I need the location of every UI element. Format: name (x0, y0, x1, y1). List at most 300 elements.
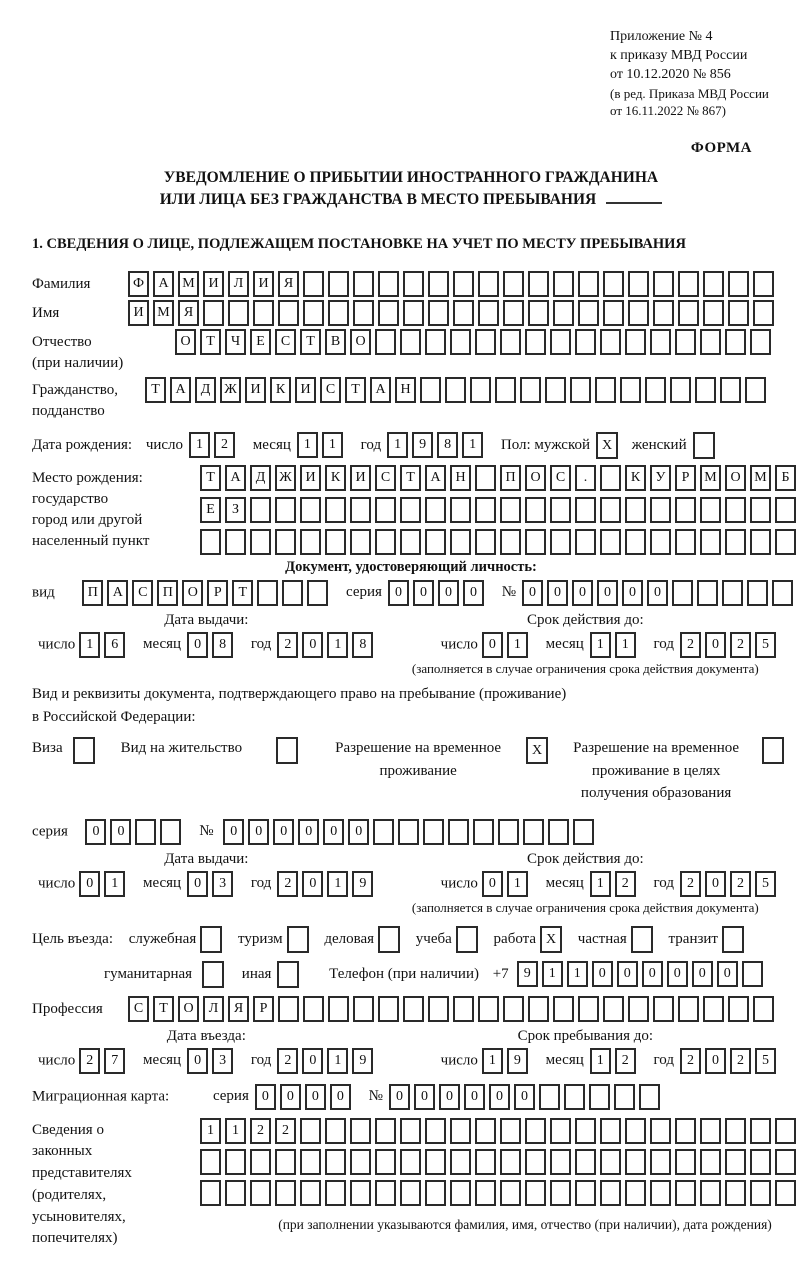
form-cell[interactable] (420, 377, 441, 403)
form-cell[interactable]: П (500, 465, 521, 491)
form-cell[interactable] (325, 1149, 346, 1175)
form-cell[interactable] (300, 529, 321, 555)
form-cell[interactable] (725, 1149, 746, 1175)
form-cell[interactable] (200, 529, 221, 555)
form-cell[interactable] (625, 497, 646, 523)
form-cell[interactable] (350, 529, 371, 555)
form-cell[interactable]: 1 (542, 961, 563, 987)
form-cell[interactable]: К (625, 465, 646, 491)
form-cell[interactable] (328, 996, 349, 1022)
form-cell[interactable] (450, 1180, 471, 1206)
form-cell[interactable]: 1 (200, 1118, 221, 1144)
form-cell[interactable]: 5 (755, 871, 776, 897)
form-cell[interactable] (600, 1180, 621, 1206)
form-cell[interactable]: 0 (302, 871, 323, 897)
form-cell[interactable] (473, 819, 494, 845)
form-cell[interactable]: 1 (615, 632, 636, 658)
visa-checkbox[interactable] (73, 737, 95, 764)
form-cell[interactable]: М (700, 465, 721, 491)
purpose-work-checkbox[interactable]: X (540, 926, 562, 953)
form-cell[interactable] (753, 300, 774, 326)
form-cell[interactable] (625, 1118, 646, 1144)
purpose-other-checkbox[interactable] (277, 961, 299, 988)
form-cell[interactable] (697, 580, 718, 606)
purpose-tourism-checkbox[interactable] (287, 926, 309, 953)
form-cell[interactable] (328, 271, 349, 297)
form-cell[interactable] (650, 1180, 671, 1206)
form-cell[interactable]: М (178, 271, 199, 297)
form-cell[interactable] (500, 529, 521, 555)
form-cell[interactable]: 2 (214, 432, 235, 458)
form-cell[interactable] (745, 377, 766, 403)
form-cell[interactable] (675, 329, 696, 355)
form-cell[interactable]: Т (200, 329, 221, 355)
form-cell[interactable] (378, 300, 399, 326)
form-cell[interactable]: Ж (220, 377, 241, 403)
form-cell[interactable] (520, 377, 541, 403)
form-cell[interactable]: 0 (482, 632, 503, 658)
form-cell[interactable] (453, 271, 474, 297)
purpose-study-checkbox[interactable] (456, 926, 478, 953)
form-cell[interactable] (500, 1118, 521, 1144)
form-cell[interactable] (475, 1118, 496, 1144)
form-cell[interactable]: И (245, 377, 266, 403)
form-cell[interactable]: 1 (225, 1118, 246, 1144)
form-cell[interactable] (398, 819, 419, 845)
form-cell[interactable]: М (153, 300, 174, 326)
form-cell[interactable] (425, 1149, 446, 1175)
form-cell[interactable] (475, 497, 496, 523)
form-cell[interactable] (650, 1118, 671, 1144)
form-cell[interactable] (525, 1149, 546, 1175)
form-cell[interactable] (400, 329, 421, 355)
form-cell[interactable]: Т (145, 377, 166, 403)
form-cell[interactable] (225, 1180, 246, 1206)
form-cell[interactable]: 8 (212, 632, 233, 658)
form-cell[interactable] (503, 996, 524, 1022)
form-cell[interactable]: 1 (387, 432, 408, 458)
purpose-humanitarian-checkbox[interactable] (202, 961, 224, 988)
form-cell[interactable]: 2 (277, 871, 298, 897)
form-cell[interactable]: 9 (517, 961, 538, 987)
form-cell[interactable] (570, 377, 591, 403)
form-cell[interactable]: Д (195, 377, 216, 403)
form-cell[interactable] (775, 1118, 796, 1144)
form-cell[interactable]: Н (395, 377, 416, 403)
form-cell[interactable] (325, 1180, 346, 1206)
form-cell[interactable] (500, 1180, 521, 1206)
form-cell[interactable]: О (725, 465, 746, 491)
form-cell[interactable] (775, 529, 796, 555)
form-cell[interactable] (650, 497, 671, 523)
form-cell[interactable]: 5 (755, 1048, 776, 1074)
temp-residence-checkbox[interactable]: X (526, 737, 548, 764)
form-cell[interactable] (495, 377, 516, 403)
form-cell[interactable]: 1 (104, 871, 125, 897)
form-cell[interactable]: О (175, 329, 196, 355)
form-cell[interactable] (678, 271, 699, 297)
form-cell[interactable] (325, 1118, 346, 1144)
form-cell[interactable] (500, 497, 521, 523)
form-cell[interactable]: 6 (104, 632, 125, 658)
form-cell[interactable] (225, 1149, 246, 1175)
purpose-private-checkbox[interactable] (631, 926, 653, 953)
form-cell[interactable] (200, 1149, 221, 1175)
form-cell[interactable]: 0 (522, 580, 543, 606)
form-cell[interactable] (625, 1149, 646, 1175)
form-cell[interactable]: О (525, 465, 546, 491)
form-cell[interactable] (373, 819, 394, 845)
form-cell[interactable] (600, 1149, 621, 1175)
form-cell[interactable] (675, 1180, 696, 1206)
form-cell[interactable] (500, 329, 521, 355)
form-cell[interactable] (300, 497, 321, 523)
form-cell[interactable]: А (425, 465, 446, 491)
form-cell[interactable] (553, 996, 574, 1022)
form-cell[interactable] (250, 497, 271, 523)
form-cell[interactable]: 2 (680, 632, 701, 658)
form-cell[interactable] (728, 300, 749, 326)
form-cell[interactable]: 0 (514, 1084, 535, 1110)
form-cell[interactable] (639, 1084, 660, 1110)
form-cell[interactable]: 0 (617, 961, 638, 987)
form-cell[interactable] (603, 996, 624, 1022)
form-cell[interactable]: 0 (389, 1084, 410, 1110)
form-cell[interactable] (725, 529, 746, 555)
form-cell[interactable]: П (157, 580, 178, 606)
form-cell[interactable] (160, 819, 181, 845)
form-cell[interactable]: Я (178, 300, 199, 326)
form-cell[interactable]: 0 (692, 961, 713, 987)
form-cell[interactable] (375, 1149, 396, 1175)
form-cell[interactable] (378, 996, 399, 1022)
form-cell[interactable]: Ж (275, 465, 296, 491)
form-cell[interactable] (603, 271, 624, 297)
form-cell[interactable] (703, 300, 724, 326)
form-cell[interactable] (600, 497, 621, 523)
form-cell[interactable]: Я (228, 996, 249, 1022)
form-cell[interactable] (675, 497, 696, 523)
form-cell[interactable] (695, 377, 716, 403)
form-cell[interactable] (578, 300, 599, 326)
form-cell[interactable] (203, 300, 224, 326)
form-cell[interactable]: 0 (482, 871, 503, 897)
form-cell[interactable]: 0 (464, 1084, 485, 1110)
form-cell[interactable]: 0 (187, 632, 208, 658)
form-cell[interactable]: 0 (717, 961, 738, 987)
form-cell[interactable]: М (750, 465, 771, 491)
form-cell[interactable]: И (300, 465, 321, 491)
form-cell[interactable] (672, 580, 693, 606)
form-cell[interactable]: 2 (680, 871, 701, 897)
form-cell[interactable] (775, 1149, 796, 1175)
form-cell[interactable] (300, 1149, 321, 1175)
form-cell[interactable] (523, 819, 544, 845)
form-cell[interactable]: 2 (79, 1048, 100, 1074)
form-cell[interactable] (275, 497, 296, 523)
form-cell[interactable]: 0 (255, 1084, 276, 1110)
form-cell[interactable]: Б (775, 465, 796, 491)
form-cell[interactable] (350, 1149, 371, 1175)
form-cell[interactable] (578, 996, 599, 1022)
form-cell[interactable] (453, 996, 474, 1022)
form-cell[interactable] (453, 300, 474, 326)
form-cell[interactable] (628, 271, 649, 297)
form-cell[interactable]: 1 (507, 871, 528, 897)
form-cell[interactable] (478, 271, 499, 297)
form-cell[interactable]: 0 (705, 1048, 726, 1074)
form-cell[interactable] (747, 580, 768, 606)
form-cell[interactable] (475, 329, 496, 355)
form-cell[interactable]: 2 (277, 632, 298, 658)
form-cell[interactable] (675, 1118, 696, 1144)
form-cell[interactable]: А (170, 377, 191, 403)
form-cell[interactable] (650, 329, 671, 355)
form-cell[interactable] (325, 497, 346, 523)
form-cell[interactable]: С (375, 465, 396, 491)
form-cell[interactable] (350, 497, 371, 523)
form-cell[interactable] (503, 271, 524, 297)
form-cell[interactable]: 0 (705, 632, 726, 658)
form-cell[interactable] (675, 529, 696, 555)
form-cell[interactable] (375, 329, 396, 355)
form-cell[interactable] (282, 580, 303, 606)
form-cell[interactable]: О (178, 996, 199, 1022)
form-cell[interactable] (300, 1118, 321, 1144)
form-cell[interactable] (550, 497, 571, 523)
form-cell[interactable] (375, 529, 396, 555)
form-cell[interactable] (703, 271, 724, 297)
form-cell[interactable]: 1 (322, 432, 343, 458)
form-cell[interactable] (675, 1149, 696, 1175)
form-cell[interactable] (478, 996, 499, 1022)
form-cell[interactable] (750, 1180, 771, 1206)
form-cell[interactable] (625, 529, 646, 555)
form-cell[interactable]: 1 (79, 632, 100, 658)
form-cell[interactable]: С (132, 580, 153, 606)
form-cell[interactable] (425, 329, 446, 355)
form-cell[interactable]: 0 (647, 580, 668, 606)
form-cell[interactable] (425, 529, 446, 555)
form-cell[interactable]: Ч (225, 329, 246, 355)
form-cell[interactable] (257, 580, 278, 606)
form-cell[interactable] (600, 1118, 621, 1144)
form-cell[interactable] (303, 996, 324, 1022)
form-cell[interactable]: 0 (439, 1084, 460, 1110)
form-cell[interactable] (275, 1180, 296, 1206)
form-cell[interactable] (589, 1084, 610, 1110)
form-cell[interactable] (278, 300, 299, 326)
form-cell[interactable]: Л (203, 996, 224, 1022)
form-cell[interactable]: 2 (730, 632, 751, 658)
form-cell[interactable]: 0 (323, 819, 344, 845)
form-cell[interactable] (525, 1118, 546, 1144)
form-cell[interactable]: 8 (352, 632, 373, 658)
form-cell[interactable] (553, 300, 574, 326)
temp-residence-edu-checkbox[interactable] (762, 737, 784, 764)
form-cell[interactable]: Т (300, 329, 321, 355)
form-cell[interactable] (628, 300, 649, 326)
form-cell[interactable] (600, 329, 621, 355)
form-cell[interactable]: 2 (277, 1048, 298, 1074)
form-cell[interactable] (450, 497, 471, 523)
form-cell[interactable] (278, 996, 299, 1022)
form-cell[interactable] (475, 529, 496, 555)
form-cell[interactable] (378, 271, 399, 297)
form-cell[interactable] (753, 996, 774, 1022)
form-cell[interactable]: 0 (330, 1084, 351, 1110)
form-cell[interactable]: 0 (489, 1084, 510, 1110)
form-cell[interactable]: 5 (755, 632, 776, 658)
form-cell[interactable]: 0 (572, 580, 593, 606)
form-cell[interactable] (403, 300, 424, 326)
form-cell[interactable]: Т (345, 377, 366, 403)
form-cell[interactable] (228, 300, 249, 326)
form-cell[interactable]: 0 (302, 1048, 323, 1074)
form-cell[interactable] (548, 819, 569, 845)
form-cell[interactable] (307, 580, 328, 606)
form-cell[interactable]: 1 (297, 432, 318, 458)
form-cell[interactable] (225, 529, 246, 555)
form-cell[interactable]: 2 (730, 1048, 751, 1074)
form-cell[interactable] (253, 300, 274, 326)
form-cell[interactable] (750, 529, 771, 555)
purpose-transit-checkbox[interactable] (722, 926, 744, 953)
form-cell[interactable]: . (575, 465, 596, 491)
form-cell[interactable]: 0 (705, 871, 726, 897)
form-cell[interactable]: 0 (413, 580, 434, 606)
form-cell[interactable] (400, 529, 421, 555)
form-cell[interactable] (553, 271, 574, 297)
form-cell[interactable] (375, 1118, 396, 1144)
purpose-business-checkbox[interactable] (378, 926, 400, 953)
form-cell[interactable] (725, 1118, 746, 1144)
form-cell[interactable] (475, 1149, 496, 1175)
form-cell[interactable] (742, 961, 763, 987)
form-cell[interactable] (700, 329, 721, 355)
form-cell[interactable] (625, 329, 646, 355)
form-cell[interactable] (725, 329, 746, 355)
form-cell[interactable]: В (325, 329, 346, 355)
form-cell[interactable]: З (225, 497, 246, 523)
form-cell[interactable] (595, 377, 616, 403)
form-cell[interactable]: 0 (414, 1084, 435, 1110)
form-cell[interactable] (670, 377, 691, 403)
form-cell[interactable]: 0 (79, 871, 100, 897)
form-cell[interactable] (725, 1180, 746, 1206)
form-cell[interactable]: 1 (327, 1048, 348, 1074)
form-cell[interactable] (303, 271, 324, 297)
purpose-official-checkbox[interactable] (200, 926, 222, 953)
form-cell[interactable] (653, 271, 674, 297)
form-cell[interactable] (573, 819, 594, 845)
form-cell[interactable] (450, 529, 471, 555)
form-cell[interactable] (275, 1149, 296, 1175)
form-cell[interactable] (575, 497, 596, 523)
form-cell[interactable] (775, 497, 796, 523)
form-cell[interactable] (550, 529, 571, 555)
form-cell[interactable]: 9 (412, 432, 433, 458)
form-cell[interactable] (578, 271, 599, 297)
form-cell[interactable]: Т (200, 465, 221, 491)
form-cell[interactable] (700, 1118, 721, 1144)
form-cell[interactable]: 0 (298, 819, 319, 845)
form-cell[interactable] (475, 465, 496, 491)
form-cell[interactable]: Л (228, 271, 249, 297)
form-cell[interactable]: 1 (462, 432, 483, 458)
form-cell[interactable] (575, 1118, 596, 1144)
form-cell[interactable]: С (128, 996, 149, 1022)
form-cell[interactable]: 0 (388, 580, 409, 606)
form-cell[interactable] (625, 1180, 646, 1206)
form-cell[interactable]: 9 (507, 1048, 528, 1074)
form-cell[interactable]: А (153, 271, 174, 297)
form-cell[interactable]: Р (253, 996, 274, 1022)
form-cell[interactable]: Р (675, 465, 696, 491)
form-cell[interactable]: А (225, 465, 246, 491)
form-cell[interactable] (678, 300, 699, 326)
form-cell[interactable]: 0 (248, 819, 269, 845)
form-cell[interactable] (428, 271, 449, 297)
form-cell[interactable] (550, 1118, 571, 1144)
form-cell[interactable]: 9 (352, 871, 373, 897)
form-cell[interactable] (450, 329, 471, 355)
form-cell[interactable]: И (253, 271, 274, 297)
form-cell[interactable] (603, 300, 624, 326)
form-cell[interactable] (400, 1149, 421, 1175)
form-cell[interactable]: 2 (250, 1118, 271, 1144)
form-cell[interactable] (728, 996, 749, 1022)
form-cell[interactable] (275, 529, 296, 555)
form-cell[interactable]: Ф (128, 271, 149, 297)
form-cell[interactable] (403, 271, 424, 297)
form-cell[interactable]: 1 (327, 871, 348, 897)
form-cell[interactable] (645, 377, 666, 403)
form-cell[interactable] (703, 996, 724, 1022)
form-cell[interactable] (550, 1149, 571, 1175)
form-cell[interactable] (300, 1180, 321, 1206)
form-cell[interactable] (350, 1180, 371, 1206)
form-cell[interactable]: Н (450, 465, 471, 491)
form-cell[interactable] (550, 329, 571, 355)
form-cell[interactable] (700, 1149, 721, 1175)
form-cell[interactable] (700, 497, 721, 523)
sex-male-checkbox[interactable]: X (596, 432, 618, 459)
form-cell[interactable] (628, 996, 649, 1022)
form-cell[interactable]: 0 (622, 580, 643, 606)
form-cell[interactable] (353, 300, 374, 326)
form-cell[interactable] (498, 819, 519, 845)
form-cell[interactable]: 2 (615, 871, 636, 897)
form-cell[interactable] (328, 300, 349, 326)
form-cell[interactable] (728, 271, 749, 297)
form-cell[interactable]: К (325, 465, 346, 491)
form-cell[interactable]: С (320, 377, 341, 403)
form-cell[interactable] (525, 329, 546, 355)
form-cell[interactable]: 0 (348, 819, 369, 845)
form-cell[interactable] (750, 1118, 771, 1144)
form-cell[interactable]: 0 (187, 1048, 208, 1074)
form-cell[interactable] (525, 1180, 546, 1206)
form-cell[interactable] (539, 1084, 560, 1110)
form-cell[interactable] (470, 377, 491, 403)
form-cell[interactable] (400, 497, 421, 523)
form-cell[interactable] (450, 1118, 471, 1144)
form-cell[interactable]: Т (232, 580, 253, 606)
form-cell[interactable]: А (107, 580, 128, 606)
form-cell[interactable] (614, 1084, 635, 1110)
form-cell[interactable] (353, 271, 374, 297)
